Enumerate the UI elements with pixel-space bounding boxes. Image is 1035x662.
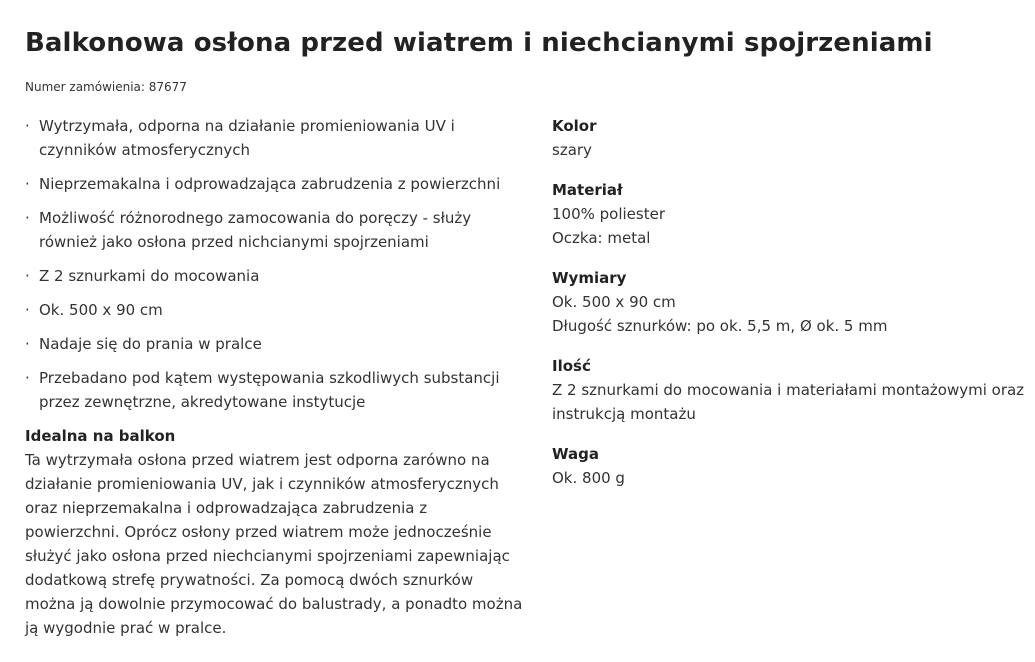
spec-weight bbox=[552, 442, 1027, 490]
feature-text: Ok. 500 x 90 cm bbox=[39, 301, 163, 319]
bullet-icon: · bbox=[25, 209, 30, 227]
product-title: Balkonowa osłona przed wiatrem i niechcianymi spojrzeniami bbox=[25, 28, 933, 58]
spec-label: Kolor bbox=[552, 117, 597, 135]
bullet-icon: · bbox=[25, 267, 30, 285]
spec-value: Z 2 sznurkami do mocowania i materiałami montażowymi oraz instrukcją montażu bbox=[552, 381, 1025, 423]
feature-item bbox=[25, 172, 525, 196]
order-number: Numer zamówienia: 87677 bbox=[25, 80, 187, 94]
description-text: Ta wytrzymała osłona przed wiatrem jest odporna zarówno na działanie promieniowania UV, jak i czynników atmosferycznych oraz nieprzemakalna i odprowadzająca zabrudzenia z powierzchni. Oprócz osłony przed wiatrem może jednocześnie służyć jako osłona przed niechcianymi spojrzeniami zapewniając dodatkową strefę prywatności. Za pomocą dwóch sznurków można ją dowolnie przymocować do balustrady, a ponadto można ją wygodnie prać w pralce. bbox=[25, 451, 523, 637]
spec-label: Waga bbox=[552, 445, 599, 463]
spec-material bbox=[552, 178, 1027, 250]
spec-value: Długość sznurków: po ok. 5,5 m, Ø ok. 5 mm bbox=[552, 317, 888, 335]
feature-text: Nadaje się do prania w pralce bbox=[39, 335, 262, 353]
bullet-icon: · bbox=[25, 117, 30, 135]
feature-item bbox=[25, 298, 525, 322]
spec-label: Wymiary bbox=[552, 269, 627, 287]
spec-value: Ok. 800 g bbox=[552, 469, 625, 487]
spec-color bbox=[552, 114, 1027, 162]
spec-value: Oczka: metal bbox=[552, 229, 651, 247]
product-features-column bbox=[25, 114, 525, 640]
spec-label: Ilość bbox=[552, 357, 591, 375]
spec-value: Ok. 500 x 90 cm bbox=[552, 293, 676, 311]
bullet-icon: · bbox=[25, 301, 30, 319]
bullet-icon: · bbox=[25, 175, 30, 193]
feature-item bbox=[25, 264, 525, 288]
feature-text: Wytrzymała, odporna na działanie promieniowania UV i czynników atmosferycznych bbox=[39, 117, 455, 159]
spec-quantity bbox=[552, 354, 1027, 426]
spec-label: Materiał bbox=[552, 181, 623, 199]
feature-item bbox=[25, 206, 525, 254]
feature-text: Nieprzemakalna i odprowadzająca zabrudzenia z powierzchni bbox=[39, 175, 501, 193]
spec-value: szary bbox=[552, 141, 592, 159]
feature-text: Z 2 sznurkami do mocowania bbox=[39, 267, 260, 285]
feature-item bbox=[25, 366, 525, 414]
feature-list bbox=[25, 114, 525, 414]
description-heading: Idealna na balkon bbox=[25, 427, 176, 445]
feature-item bbox=[25, 114, 525, 162]
spec-value: 100% poliester bbox=[552, 205, 666, 223]
feature-item bbox=[25, 332, 525, 356]
feature-text: Przebadano pod kątem występowania szkodliwych substancji przez zewnętrzne, akredytowane instytucje bbox=[39, 369, 500, 411]
bullet-icon: · bbox=[25, 335, 30, 353]
spec-dimensions bbox=[552, 266, 1027, 338]
product-specs-column bbox=[552, 114, 1027, 506]
bullet-icon: · bbox=[25, 369, 30, 387]
feature-text: Możliwość różnorodnego zamocowania do poręczy - służy również jako osłona przed nichcianymi spojrzeniami bbox=[39, 209, 472, 251]
